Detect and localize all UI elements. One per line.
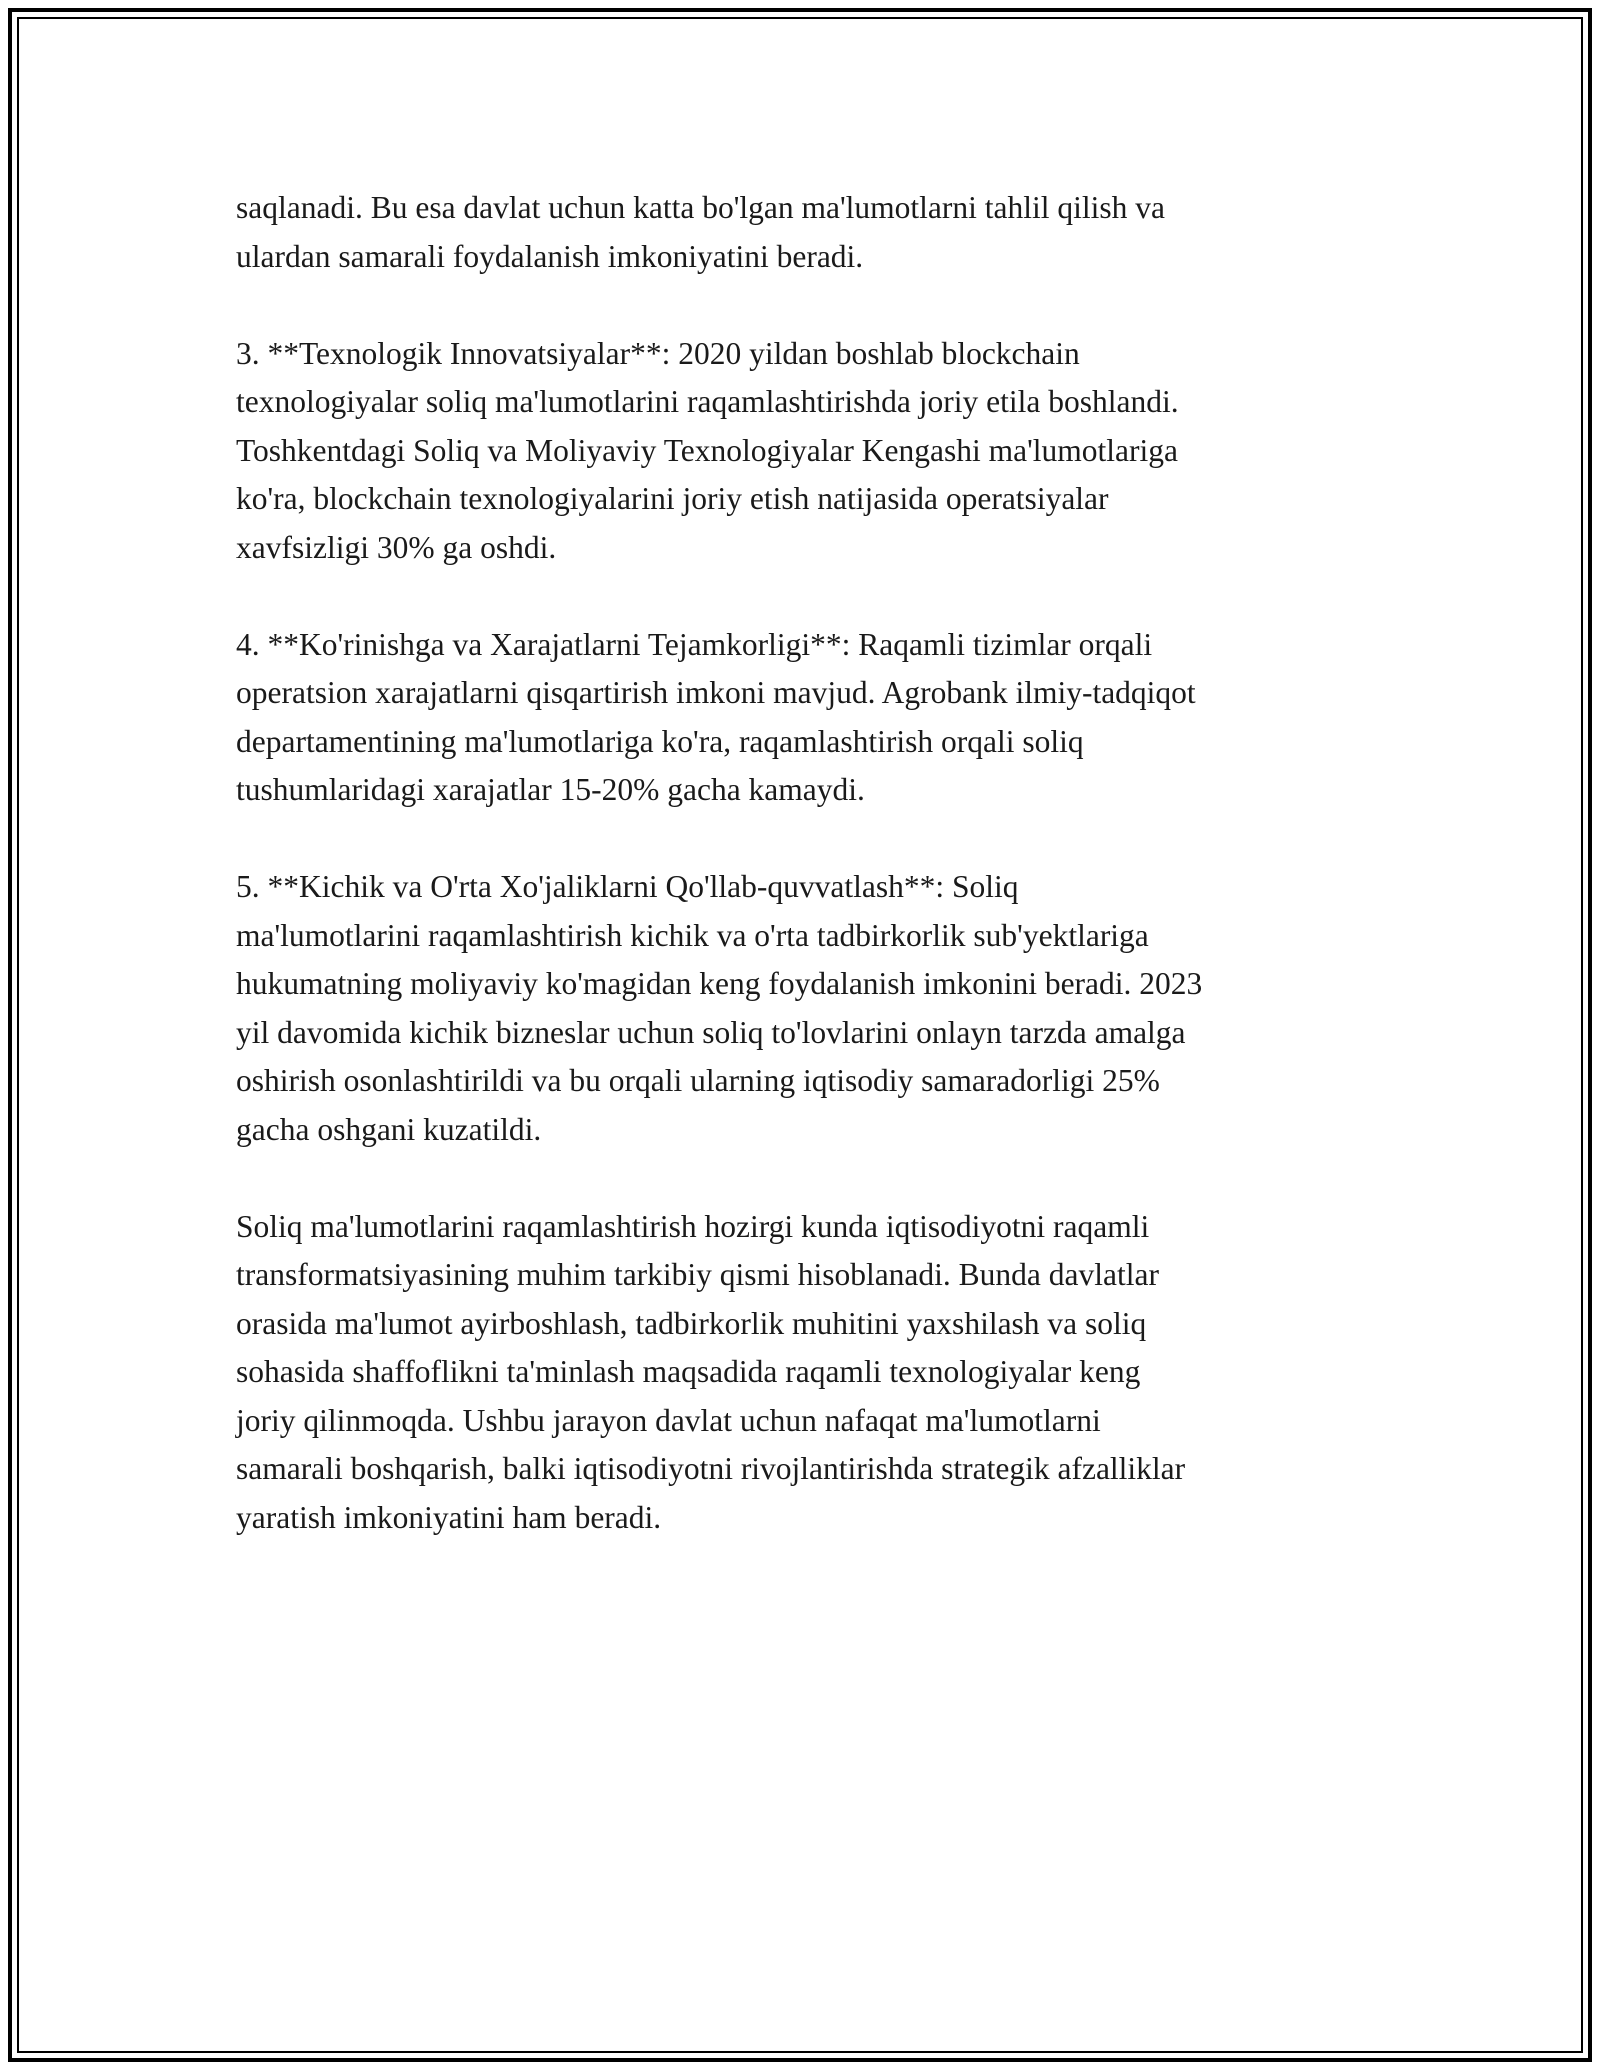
text-line: operatsion xarajatlarni qisqartirish imkoni mavjud. Agrobank ilmiy-tadqiqot bbox=[236, 675, 1196, 710]
text-line: Soliq ma'lumotlarini raqamlashtirish hozirgi kunda iqtisodiyotni raqamli bbox=[236, 1208, 1150, 1244]
text-line: samarali boshqarish, balki iqtisodiyotni rivojlantirishda strategik afzalliklar bbox=[236, 1451, 1186, 1486]
text-line: sohasida shaffoflikni ta'minlash maqsadida raqamli texnologiyalar keng bbox=[236, 1354, 1141, 1389]
text-line: yil davomida kichik bizneslar uchun soliq to'lovlarini onlayn tarzda amalga bbox=[236, 1014, 1186, 1050]
text-line: ulardan samarali foydalanish imkoniyatini beradi. bbox=[236, 238, 864, 274]
text-line: saqlanadi. Bu esa davlat uchun katta bo'lgan ma'lumotlarni tahlil qilish va bbox=[236, 190, 1166, 225]
text-line: gacha oshgani kuzatildi. bbox=[236, 1111, 542, 1147]
text-line: ko'ra, blockchain texnologiyalarini joriy etish natijasida operatsiyalar bbox=[236, 481, 1109, 516]
text-line: 5. **Kichik va O'rta Xo'jaliklarni Qo'llab-quvvatlash**: Soliq bbox=[236, 869, 1019, 904]
text-line: joriy qilinmoqda. Ushbu jarayon davlat uchun nafaqat ma'lumotlarni bbox=[236, 1402, 1101, 1438]
text-line: oshirish osonlashtirildi va bu orqali ularning iqtisodiy samaradorligi 25% bbox=[236, 1063, 1160, 1098]
text-line: tushumlaridagi xarajatlar 15-20% gacha kamaydi. bbox=[236, 772, 865, 807]
text-line: texnologiyalar soliq ma'lumotlarini raqamlashtirishda joriy etila boshlandi. bbox=[236, 384, 1179, 419]
paragraph-item-5 bbox=[236, 863, 1376, 1154]
text-line: orasida ma'lumot ayirboshlash, tadbirkorlik muhitini yaxshilash va soliq bbox=[236, 1305, 1147, 1341]
paragraph-continuation bbox=[236, 184, 1376, 281]
text-line: hukumatning moliyaviy ko'magidan keng foydalanish imkonini beradi. 2023 bbox=[236, 966, 1203, 1001]
text-line: ma'lumotlarini raqamlashtirish kichik va o'rta tadbirkorlik sub'yektlariga bbox=[236, 917, 1149, 953]
text-line: transformatsiyasining muhim tarkibiy qismi hisoblanadi. Bunda davlatlar bbox=[236, 1257, 1159, 1292]
text-line: xavfsizligi 30% ga oshdi. bbox=[236, 529, 557, 565]
text-line: departamentining ma'lumotlariga ko'ra, raqamlashtirish orqali soliq bbox=[236, 723, 1084, 759]
text-line: yaratish imkoniyatini ham beradi. bbox=[236, 1499, 662, 1535]
text-line: 4. **Ko'rinishga va Xarajatlarni Tejamkorligi**: Raqamli tizimlar orqali bbox=[236, 626, 1153, 662]
paragraph-item-3 bbox=[236, 330, 1376, 573]
text-line: Toshkentdagi Soliq va Moliyaviy Texnologiyalar Kengashi ma'lumotlariga bbox=[236, 432, 1179, 468]
paragraph-conclusion bbox=[236, 1203, 1376, 1543]
document-body bbox=[236, 184, 1376, 1591]
paragraph-item-4 bbox=[236, 621, 1376, 815]
text-line: 3. **Texnologik Innovatsiyalar**: 2020 yildan boshlab blockchain bbox=[236, 335, 1080, 371]
